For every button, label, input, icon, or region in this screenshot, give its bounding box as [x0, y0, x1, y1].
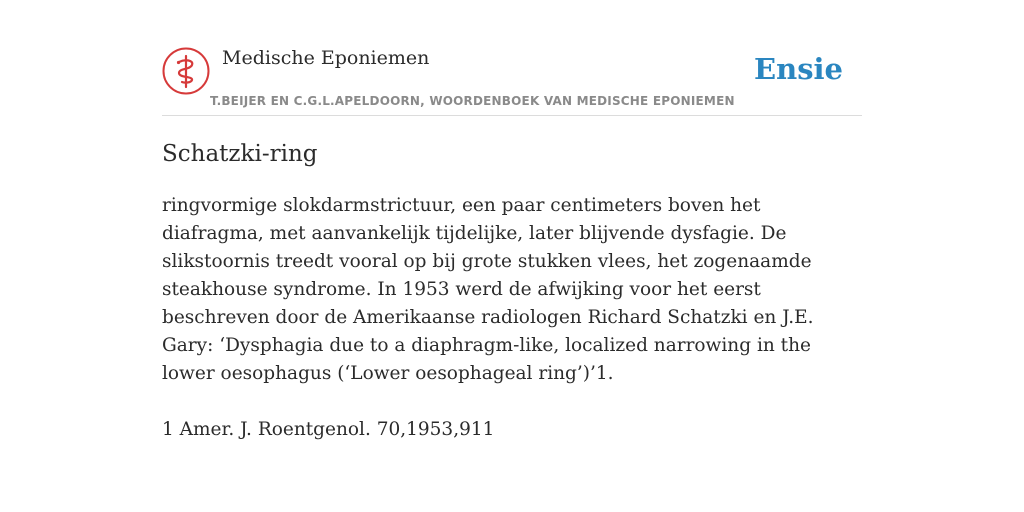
source-header [162, 46, 862, 116]
source-authors: T.BEIJER EN C.G.L.APELDOORN, WOORDENBOEK VAN MEDISCHE EPONIEMEN [210, 94, 735, 108]
ensie-logo[interactable]: Ensie [754, 52, 843, 86]
entry-body [162, 192, 862, 444]
entry-title: Schatzki-ring [162, 141, 318, 167]
entry-footnote: 1 Amer. J. Roentgenol. 70,1953,911 [162, 419, 495, 440]
source-title[interactable]: Medische Eponiemen [222, 47, 430, 69]
caduceus-icon[interactable] [162, 47, 210, 95]
entry-card [162, 46, 862, 440]
entry-definition: ringvormige slokdarmstrictuur, een paar centimeters boven het diafragma, met aanvankelijk tijdelijke, later blijvende dysfagie. De slikstoornis treedt vooral op bij grote stukken vlees, het zogenaamde steakhouse syndrome. In 1953 werd de afwijking voor het eerst beschreven door de Amerikaanse radiologen Richard Schatzki en J.E. Gary: ‘Dysphagia due to a diaphragm-like, localized narrowing in the lower oesophagus (‘Lower oesophageal ring’)’1. [162, 195, 814, 384]
